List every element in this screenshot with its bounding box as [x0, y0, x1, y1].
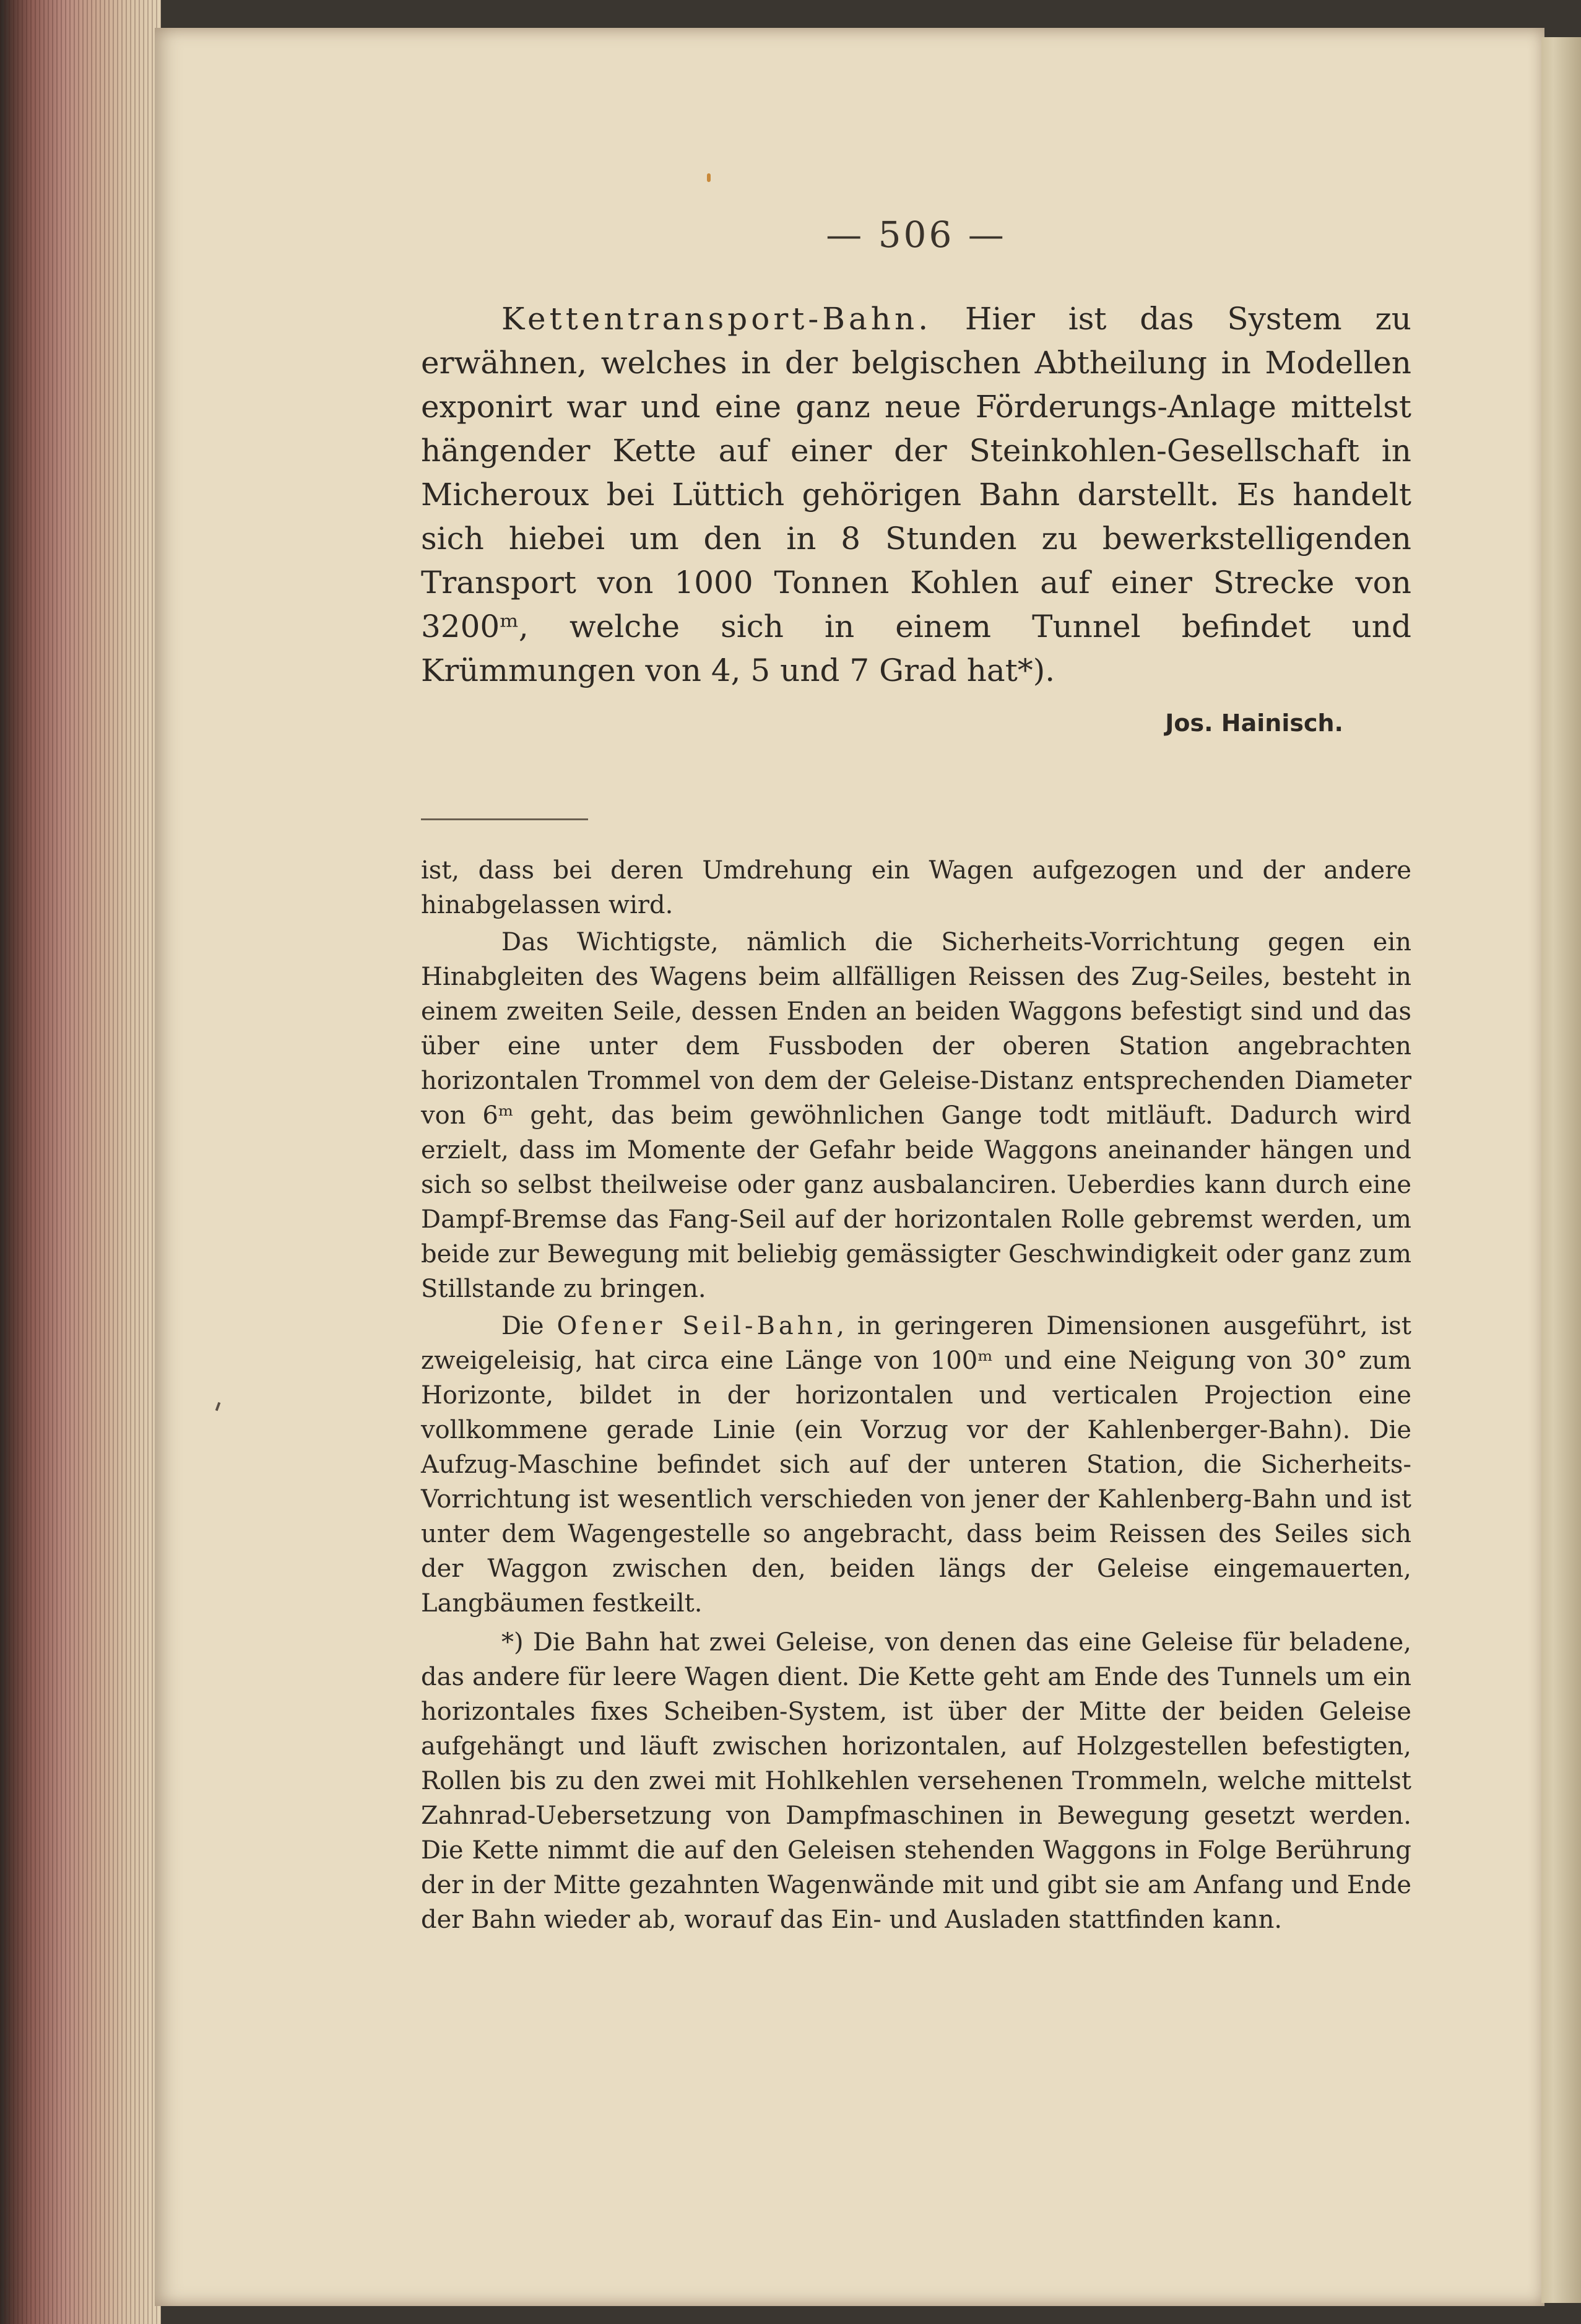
footnote-divider — [421, 818, 588, 820]
notes-paragraph-3 — [421, 1309, 1411, 1621]
ink-spot — [707, 173, 711, 182]
notes-paragraph-2: Das Wichtigste, nämlich die Sicherheits-Vorrichtung gegen ein Hinabgleiten des Wagens beim allfälligen Reissen des Zug-Seiles, besteht in einem zweiten Seile, dessen Enden an beiden Waggons befestigt sind und das über eine unter dem Fussboden der oberen Station angebrachten horizontalen Trommel von dem der Geleise-Distanz entsprechenden Diameter von 6ᵐ geht, das beim gewöhnlichen Gange todt mitläuft. Dadurch wird erzielt, dass im Momente der Gefahr beide Waggons aneinander hängen und sich so selbst theilweise oder ganz ausbalanciren. Ueberdies kann durch eine Dampf-Bremse das Fang-Seil auf der horizontalen Rolle gebremst werden, um beide zur Bewegung mit beliebig gemässigter Geschwindigkeit oder ganz zum Stillstande zu bringen. — [421, 928, 1411, 1303]
main-paragraph-text — [421, 297, 1411, 693]
notes-paragraph-3-body: , in geringeren Dimensionen ausgeführt, ist zweigeleisig, hat circa eine Länge von 100ᵐ und eine Neigung von 30° zum Horizonte, bildet in der horizontalen und verticalen Projection eine vollkommene gerade Linie (ein Vorzug vor der Kahlenberger-Bahn). Die Aufzug-Maschine befindet sich auf der unteren Station, die Sicherheits-Vorrichtung ist wesentlich verschieden von jener der Kahlenberg-Bahn und ist unter dem Wagengestelle so angebracht, dass beim Reissen des Seiles sich der Waggon zwischen den, beiden längs der Geleise eingemauerten, Langbäumen festkeilt. — [421, 1312, 1412, 1618]
page-number: — 506 — — [826, 214, 1007, 256]
main-paragraph — [421, 297, 1411, 693]
ofener-seilbahn-heading: Ofener Seil-Bahn — [557, 1312, 837, 1340]
book-page-edges — [0, 0, 161, 2324]
right-page-edge — [1541, 37, 1581, 2303]
author-signature: Jos. Hainisch. — [1165, 709, 1343, 737]
notes-paragraph-1: ist, dass bei deren Umdrehung ein Wagen aufgezogen und der andere hinabgelassen wird. — [421, 856, 1411, 919]
notes-paragraph-3-lead: Die — [501, 1312, 557, 1340]
main-paragraph-body: Hier ist das System zu erwähnen, welches in der belgischen Abtheilung in Modellen exponirt war und eine ganz neue Förderungs-Anlage mittelst hängender Kette auf einer der Steinkohlen-Gesellschaft in Micheroux bei Lüttich gehörigen Bahn darstellt. Es handelt sich hiebei um den in 8 Stunden zu bewerkstelligenden Transport von 1000 Tonnen Kohlen auf einer Strecke von 3200ᵐ, welche sich in einem Tunnel befindet und Krümmungen von 4, 5 und 7 Grad hat*). — [421, 301, 1411, 688]
footnote — [421, 1625, 1411, 1937]
footnote-text: *) Die Bahn hat zwei Geleise, von denen das eine Geleise für beladene, das andere für leere Wagen dient. Die Kette geht am Ende des Tunnels um ein horizontales fixes Scheiben-System, ist über der Mitte der beiden Geleise aufgehängt und läuft zwischen horizontalen, auf Holzgestellen befestigten, Rollen bis zu den zwei mit Hohlkehlen versehenen Trommeln, welche mittelst Zahnrad-Uebersetzung von Dampfmaschinen in Bewegung gesetzt werden. Die Kette nimmt die auf den Geleisen stehenden Waggons in Folge Berührung der in der Mitte gezahnten Wagenwände mit und gibt sie am Anfang und Ende der Bahn wieder ab, worauf das Ein- und Ausladen stattfinden kann. — [421, 1628, 1411, 1934]
notes-section — [421, 853, 1411, 1623]
section-heading-inline: Kettentransport-Bahn. — [501, 301, 932, 337]
